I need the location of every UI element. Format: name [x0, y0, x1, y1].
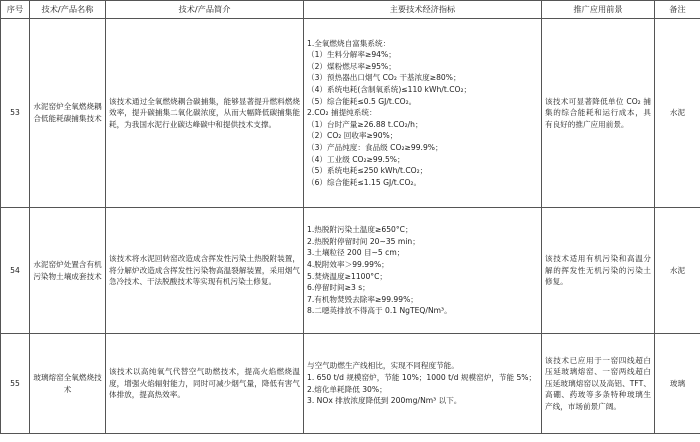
table-row [1, 208, 700, 334]
indicator-line: （5）系统电耗≤250 kWh/t.CO₂； [307, 166, 428, 176]
indicator-line: 3. NOx 排放浓度降低到 200mg/Nm³ 以下。 [307, 396, 462, 406]
row-index: 55 [1, 334, 30, 434]
indicator-line: （3）产品纯度：食品级 CO₂≥99.9%； [307, 142, 443, 152]
indicator-line: 7.有机物焚毁去除率≥99.99%； [307, 294, 418, 304]
row-index: 54 [1, 208, 30, 334]
indicator-line: 1.热脱附污染土温度≥650°C； [307, 225, 413, 235]
header-intro: 技术/产品简介 [106, 1, 304, 19]
indicator-line: （1）生料分解率≥94%； [307, 50, 396, 60]
indicator-line: 5.焚烧温度≥1100°C； [307, 271, 388, 281]
indicator-line: （3）预热器出口烟气 CO₂ 干基浓度≥80%； [307, 73, 461, 83]
indicator-line: （4）工业级 CO₂≥99.5%； [307, 154, 405, 164]
row-prospect: 该技术适用有机污染和高温分解的挥发性无机污染的污染土修复。 [542, 208, 655, 334]
row-name: 玻璃熔窑全氧燃烧技术 [30, 334, 106, 434]
row-prospect: 该技术已应用于一窑四线超白压延玻璃熔窑、一窑两线超白压延玻璃熔窑以及高铝、TFT、高硼、药玻等多条特种玻璃生产线，市场前景广阔。 [542, 334, 655, 434]
row-prospect: 该技术可显著降低单位 CO₂ 捕集的综合能耗和运行成本，具有良好的推广应用前景。 [542, 19, 655, 208]
header-remark: 备注 [655, 1, 700, 19]
indicator-line: 1.全氧燃烧自富集系统： [307, 38, 391, 48]
header-index: 序号 [1, 1, 30, 19]
row-intro: 该技术通过全氧燃烧耦合碳捕集，能够显著提升燃料燃烧效率，提升碳捕集二氧化碳浓度，从而大幅降低碳捕集能耗，为我国水泥行业碳达峰碳中和提供技术支撑。 [106, 19, 304, 208]
row-remark: 水泥 [655, 208, 700, 334]
indicator-line: （5）综合能耗≤0.5 GJ/t.CO₂。 [307, 96, 417, 106]
row-index: 53 [1, 19, 30, 208]
row-indicators [304, 19, 542, 208]
indicator-line: 2.CO₂ 捕提纯系统： [307, 108, 377, 118]
indicator-line: 3.土壤粒径 200 目~5 cm； [307, 248, 405, 258]
indicator-line: 4.脱附效率＞99.99%； [307, 259, 389, 269]
header-indicators: 主要技术经济指标 [304, 1, 542, 19]
row-remark: 玻璃 [655, 334, 700, 434]
header-prospect: 推广应用前景 [542, 1, 655, 19]
indicator-line: 2.热脱附停留时间 20~35 min； [307, 236, 420, 246]
row-intro: 该技术以高纯氧气代替空气助燃技术，提高火焰燃烧温度，增强火焰辐射能力，同时可减少烟气量，降低有害气体排放，提高热效率。 [106, 334, 304, 434]
indicator-line: （1）台时产量≥26.88 t.CO₂/h； [307, 119, 423, 129]
row-indicators [304, 208, 542, 334]
indicator-line: 8.二噁英排放不得高于 0.1 NgTEQ/Nm³。 [307, 306, 452, 316]
row-indicators [304, 334, 542, 434]
header-name: 技术/产品名称 [30, 1, 106, 19]
table-row [1, 19, 700, 208]
indicator-line: 2.熔化单耗降低 30%； [307, 384, 387, 394]
indicator-line: （6）综合能耗≤1.15 GJ/t.CO₂。 [307, 177, 422, 187]
indicator-line: （2）煤粉燃尽率≥95%； [307, 61, 396, 71]
header-row [1, 1, 700, 19]
row-name: 水泥窑炉处置含有机污染物土壤成套技术 [30, 208, 106, 334]
indicator-line: 1. 650 t/d 规模窑炉，节能 10%；1000 t/d 规模窑炉，节能 5%； [307, 372, 537, 382]
indicator-line: 与空气助燃生产线相比，实现不同程度节能。 [307, 361, 459, 371]
indicator-line: 6.停留时间≥3 s； [307, 283, 370, 293]
indicator-line: （4）系统电耗(含制氧系统)≤110 kWh/t.CO₂； [307, 85, 472, 95]
row-intro: 该技术将水泥回转窑改造成含挥发性污染土热脱附装置，将分解炉改造成含挥发性污染物高温裂解装置，采用烟气急冷技术、干法脱酸技术等实现有机污染土修复。 [106, 208, 304, 334]
indicator-line: （2）CO₂ 回收率≥90%； [307, 131, 398, 141]
row-name: 水泥窑炉全氧燃烧耦合低能耗碳捕集技术 [30, 19, 106, 208]
row-remark: 水泥 [655, 19, 700, 208]
table-row [1, 334, 700, 434]
